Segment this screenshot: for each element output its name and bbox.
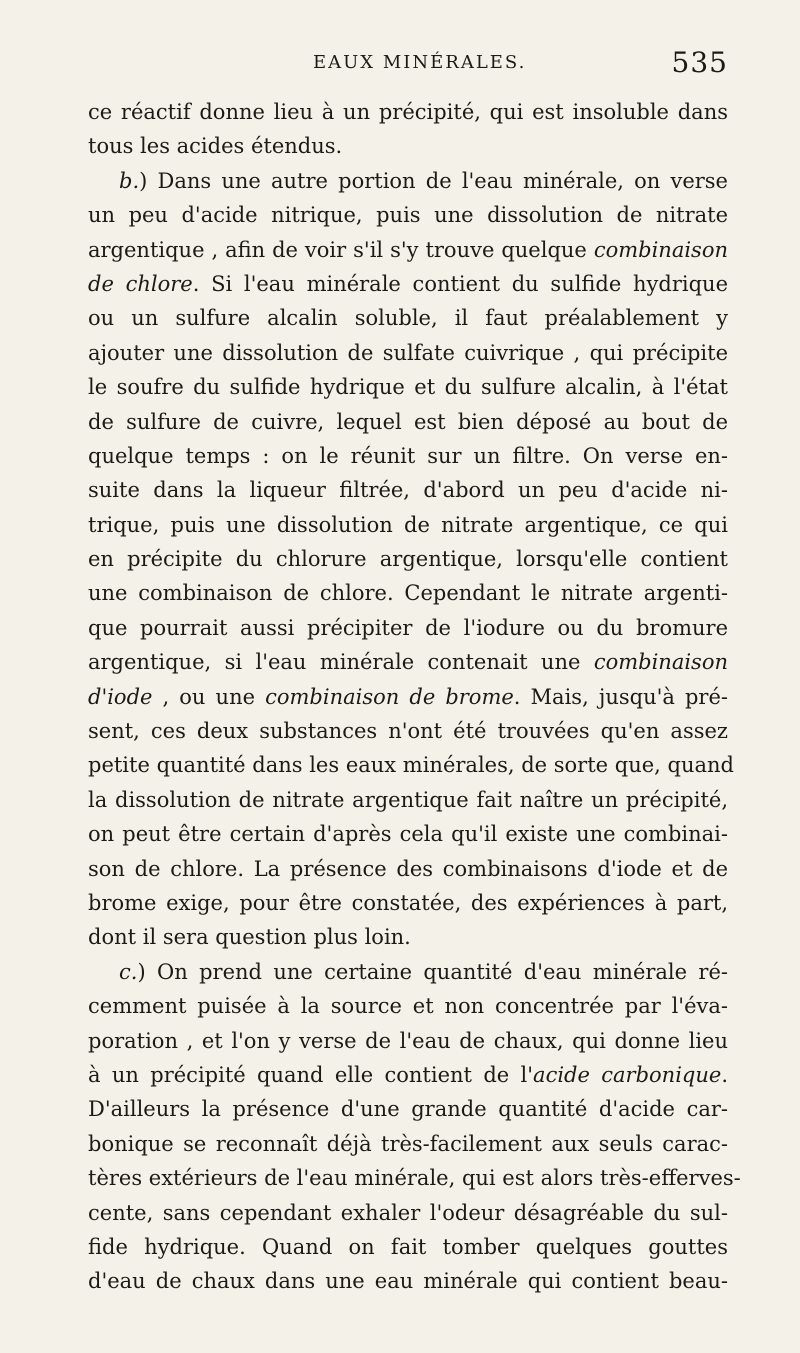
- text-segment: un peu d'acide nitrique, puis une dissolution de nitrate: [88, 203, 728, 228]
- text-line: [88, 1127, 728, 1161]
- text-segment: suite dans la liqueur filtrée, d'abord un peu d'acide ni-: [88, 478, 728, 503]
- text-line: [88, 301, 728, 335]
- text-segment: . Si l'eau minérale contient du sulfide hydrique: [192, 271, 728, 296]
- text-segment: .: [721, 1062, 728, 1087]
- text-line: [88, 439, 728, 473]
- text-line: [88, 508, 728, 542]
- text-line: [88, 1092, 728, 1126]
- text-line: [88, 129, 728, 163]
- text-line: [88, 336, 728, 370]
- text-line: [88, 473, 728, 507]
- text-line: [88, 542, 728, 576]
- text-segment: brome exige, pour être constatée, des expériences à part,: [88, 890, 728, 915]
- italic-text: de chlore: [88, 271, 193, 296]
- text-segment: son de chlore. La présence des combinaisons d'iode et de: [88, 856, 728, 881]
- text-line: [88, 1058, 728, 1092]
- italic-text: d'iode: [88, 684, 153, 709]
- text-line: [88, 955, 728, 989]
- page-number: 535: [671, 46, 728, 79]
- text-line: [88, 714, 728, 748]
- text-segment: on peut être certain d'après cela qu'il existe une combinai-: [88, 822, 728, 847]
- text-segment: dont il sera question plus loin.: [88, 925, 411, 950]
- text-line: [88, 1196, 728, 1230]
- text-segment: argentique, si l'eau minérale contenait une: [88, 650, 594, 675]
- italic-text: combinaison: [593, 650, 728, 675]
- text-segment: . Mais, jusqu'à pré-: [513, 684, 728, 709]
- text-segment: ) Dans une autre portion de l'eau minérale, on verse: [139, 168, 728, 193]
- text-segment: à un précipité quand elle contient de l': [88, 1062, 534, 1087]
- text-segment: d'eau de chaux dans une eau minérale qui contient beau-: [88, 1269, 728, 1294]
- text-line: [88, 920, 728, 954]
- text-line: [88, 680, 728, 714]
- text-line: [88, 267, 728, 301]
- text-segment: ou un sulfure alcalin soluble, il faut préalablement y: [88, 306, 728, 331]
- text-line: [88, 645, 728, 679]
- text-line: [88, 783, 728, 817]
- text-segment: une combinaison de chlore. Cependant le nitrate argenti-: [88, 581, 728, 606]
- text-segment: la dissolution de nitrate argentique fait naître un précipité,: [88, 787, 728, 812]
- text-segment: ajouter une dissolution de sulfate cuivrique , qui précipite: [88, 340, 728, 365]
- text-segment: de sulfure de cuivre, lequel est bien déposé au bout de: [88, 409, 728, 434]
- italic-text: combinaison: [593, 237, 728, 262]
- text-line: [88, 611, 728, 645]
- text-segment: bonique se reconnaît déjà très-facilement aux seuls carac-: [88, 1131, 728, 1156]
- body-text: [88, 95, 741, 1299]
- text-line: [88, 748, 734, 782]
- text-line: [88, 1264, 728, 1298]
- page-header: [88, 46, 728, 80]
- text-line: [88, 233, 728, 267]
- text-line: [88, 1024, 728, 1058]
- text-segment: , ou une: [152, 684, 266, 709]
- text-segment: ce réactif donne lieu à un précipité, qui est insoluble dans: [88, 100, 728, 124]
- text-line: [88, 817, 728, 851]
- running-title: EAUX MINÉRALES.: [313, 52, 527, 73]
- text-segment: que pourrait aussi précipiter de l'iodure ou du bromure: [88, 615, 728, 640]
- text-segment: argentique , afin de voir s'il s'y trouve quelque: [88, 237, 594, 262]
- text-segment: tous les acides étendus.: [88, 134, 343, 159]
- text-segment: sent, ces deux substances n'ont été trouvées qu'en assez: [88, 719, 728, 744]
- text-line: [88, 576, 728, 610]
- italic-text: b.: [119, 168, 140, 193]
- italic-text: c.: [119, 959, 138, 984]
- text-line: [88, 198, 728, 232]
- text-segment: le soufre du sulfide hydrique et du sulfure alcalin, à l'état: [88, 375, 728, 400]
- text-segment: petite quantité dans les eaux minérales, de sorte que, quand: [88, 753, 734, 778]
- text-segment: fide hydrique. Quand on fait tomber quelques gouttes: [88, 1234, 728, 1259]
- text-segment: ) On prend une certaine quantité d'eau minérale ré-: [137, 959, 728, 984]
- text-line: [88, 370, 728, 404]
- text-segment: poration , et l'on y verse de l'eau de chaux, qui donne lieu: [88, 1028, 728, 1053]
- text-line: [88, 852, 728, 886]
- text-line: [88, 1161, 741, 1195]
- text-line: [88, 1230, 728, 1264]
- text-line: [88, 405, 728, 439]
- italic-text: acide carbonique: [533, 1062, 722, 1087]
- text-segment: cente, sans cependant exhaler l'odeur désagréable du sul-: [88, 1200, 728, 1225]
- text-segment: quelque temps : on le réunit sur un filtre. On verse en-: [88, 443, 728, 468]
- text-line: [88, 989, 728, 1023]
- text-segment: tères extérieurs de l'eau minérale, qui est alors très-efferves-: [88, 1166, 741, 1191]
- text-segment: cemment puisée à la source et non concentrée par l'éva-: [88, 994, 728, 1019]
- text-segment: en précipite du chlorure argentique, lorsqu'elle contient: [88, 547, 728, 572]
- text-line: [88, 95, 728, 129]
- text-line: [88, 164, 728, 198]
- text-segment: trique, puis une dissolution de nitrate argentique, ce qui: [88, 512, 728, 537]
- text-segment: D'ailleurs la présence d'une grande quantité d'acide car-: [88, 1097, 728, 1122]
- text-line: [88, 886, 728, 920]
- italic-text: combinaison de brome: [265, 684, 514, 709]
